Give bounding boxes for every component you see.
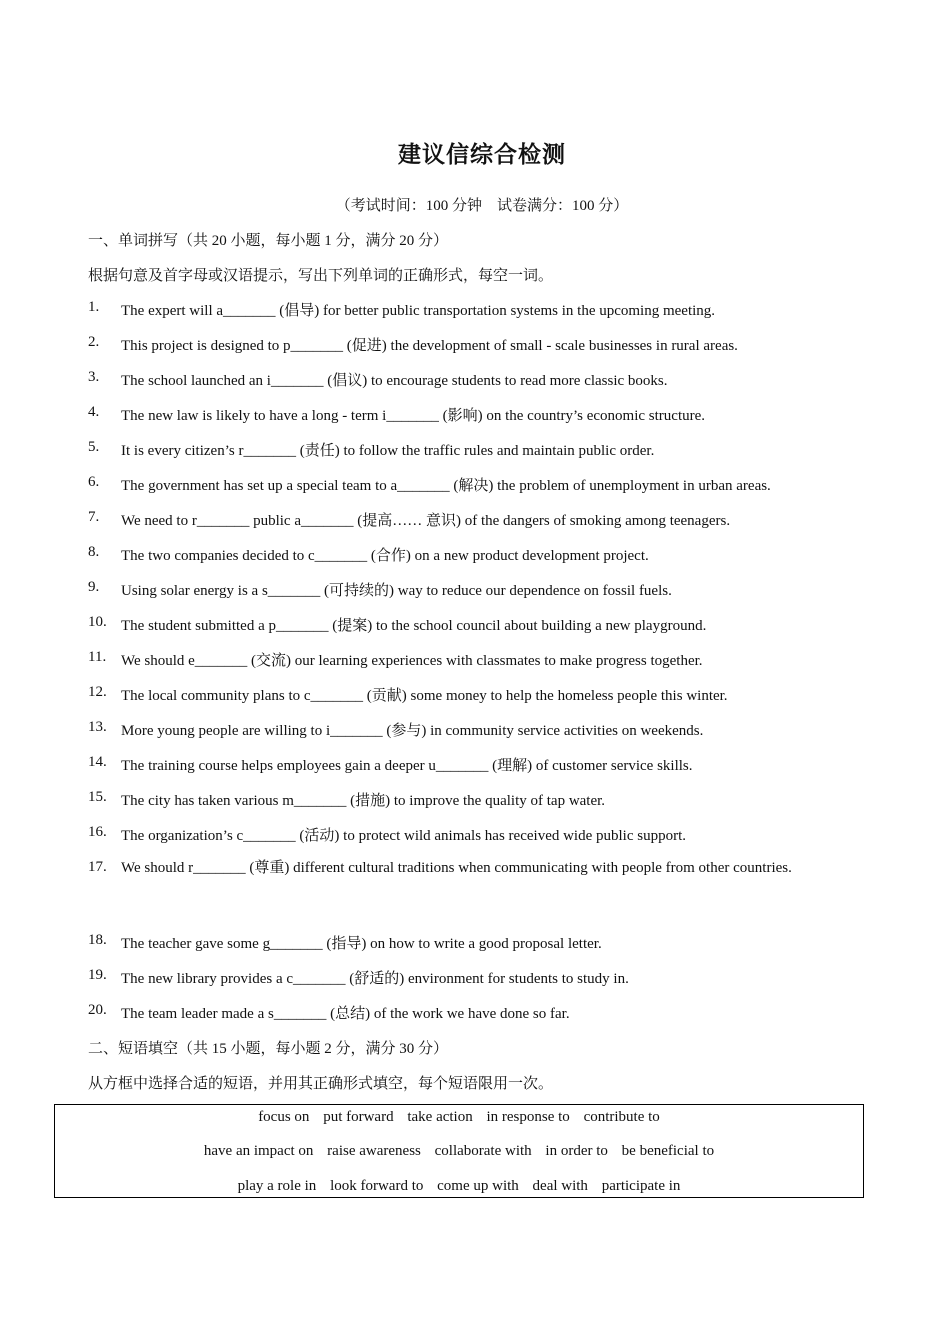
phrase-item: in response to: [486, 1109, 570, 1125]
phrase-box: [54, 1104, 864, 1198]
question-text: It is every citizen’s r_______ (责任) to follow the traffic rules and maintain public order.: [121, 443, 655, 459]
question-number: 7.: [88, 509, 100, 525]
question-text: The local community plans to c_______ (贡献) some money to help the homeless people this winter.: [121, 688, 728, 704]
question-text: We should e_______ (交流) our learning experiences with classmates to make progress together.: [121, 653, 703, 669]
question-number: 18.: [88, 932, 107, 948]
phrase-item: collaborate with: [434, 1143, 532, 1159]
phrase-item: look forward to: [330, 1178, 424, 1194]
question-number: 9.: [88, 579, 100, 595]
question-text: The team leader made a s_______ (总结) of the work we have done so far.: [121, 1006, 570, 1022]
phrase-row: [55, 1143, 863, 1160]
question-text: The new library provides a c_______ (舒适的) environment for students to study in.: [121, 971, 629, 987]
question-text: Using solar energy is a s_______ (可持续的) way to reduce our dependence on fossil fuels.: [121, 583, 672, 599]
question-number: 16.: [88, 824, 107, 840]
question-number: 15.: [88, 789, 107, 805]
phrase-item: raise awareness: [327, 1143, 421, 1159]
section-1-heading: 一、单词拼写（共 20 小题，每小题 1 分，满分 20 分）: [88, 233, 449, 249]
question-text: The organization’s c_______ (活动) to protect wild animals has received wide public support.: [121, 828, 686, 844]
phrase-item: put forward: [323, 1109, 394, 1125]
section-2-instruction: 从方框中选择合适的短语，并用其正确形式填空，每个短语限用一次。: [88, 1076, 554, 1092]
question-text: The student submitted a p_______ (提案) to the school council about building a new playground.: [121, 618, 707, 634]
question-number: 11.: [88, 649, 107, 665]
phrase-item: take action: [407, 1109, 473, 1125]
question-number: 12.: [88, 684, 107, 700]
question-number: 5.: [88, 439, 100, 455]
phrase-item: be beneficial to: [621, 1143, 715, 1159]
phrase-item: contribute to: [583, 1109, 660, 1125]
phrase-item: have an impact on: [203, 1143, 314, 1159]
question-text: The training course helps employees gain a deeper u_______ (理解) of customer service skills.: [121, 758, 693, 774]
question-number: 10.: [88, 614, 107, 630]
question-text: The city has taken various m_______ (措施) to improve the quality of tap water.: [121, 793, 606, 809]
question-number: 14.: [88, 754, 107, 770]
phrase-item: participate in: [601, 1178, 681, 1194]
question-number: 1.: [88, 299, 100, 315]
phrase-item: focus on: [258, 1109, 310, 1125]
question-text: The school launched an i_______ (倡议) to encourage students to read more classic books.: [121, 373, 668, 389]
question-text: The government has set up a special team to a_______ (解决) the problem of unemployment in urban areas.: [121, 478, 771, 494]
question-number: 17.: [88, 859, 107, 875]
question-text: The new law is likely to have a long - term i_______ (影响) on the country’s economic structure.: [121, 408, 706, 424]
phrase-row: [55, 1178, 863, 1195]
question-text: The expert will a_______ (倡导) for better public transportation systems in the upcoming meeting.: [121, 303, 716, 319]
page-title: 建议信综合检测: [398, 142, 566, 168]
question-text: The two companies decided to c_______ (合作) on a new product development project.: [121, 548, 649, 564]
phrase-item: play a role in: [237, 1178, 317, 1194]
question-number: 2.: [88, 334, 100, 350]
question-number: 4.: [88, 404, 100, 420]
phrase-row: [55, 1109, 863, 1126]
question-text: We need to r_______ public a_______ (提高…… 意识) of the dangers of smoking among teenagers.: [121, 513, 731, 529]
question-number: 13.: [88, 719, 107, 735]
exam-info: （考试时间：100 分钟 试卷满分：100 分）: [335, 198, 629, 214]
question-text: We should r_______ (尊重) different cultural traditions when communicating with people from other countries.: [121, 860, 792, 876]
phrase-item: in order to: [545, 1143, 608, 1159]
question-number: 8.: [88, 544, 100, 560]
section-2-heading: 二、短语填空（共 15 小题，每小题 2 分，满分 30 分）: [88, 1041, 449, 1057]
question-text: The teacher gave some g_______ (指导) on how to write a good proposal letter.: [121, 936, 602, 952]
phrase-item: come up with: [437, 1178, 519, 1194]
question-number: 6.: [88, 474, 100, 490]
question-number: 3.: [88, 369, 100, 385]
section-1-instruction: 根据句意及首字母或汉语提示，写出下列单词的正确形式，每空一词。: [88, 268, 554, 284]
question-number: 19.: [88, 967, 107, 983]
phrase-item: deal with: [532, 1178, 588, 1194]
question-text: This project is designed to p_______ (促进) the development of small - scale businesses in rural areas.: [121, 338, 738, 354]
question-text: More young people are willing to i_______ (参与) in community service activities on weekends.: [121, 723, 704, 739]
question-number: 20.: [88, 1002, 107, 1018]
